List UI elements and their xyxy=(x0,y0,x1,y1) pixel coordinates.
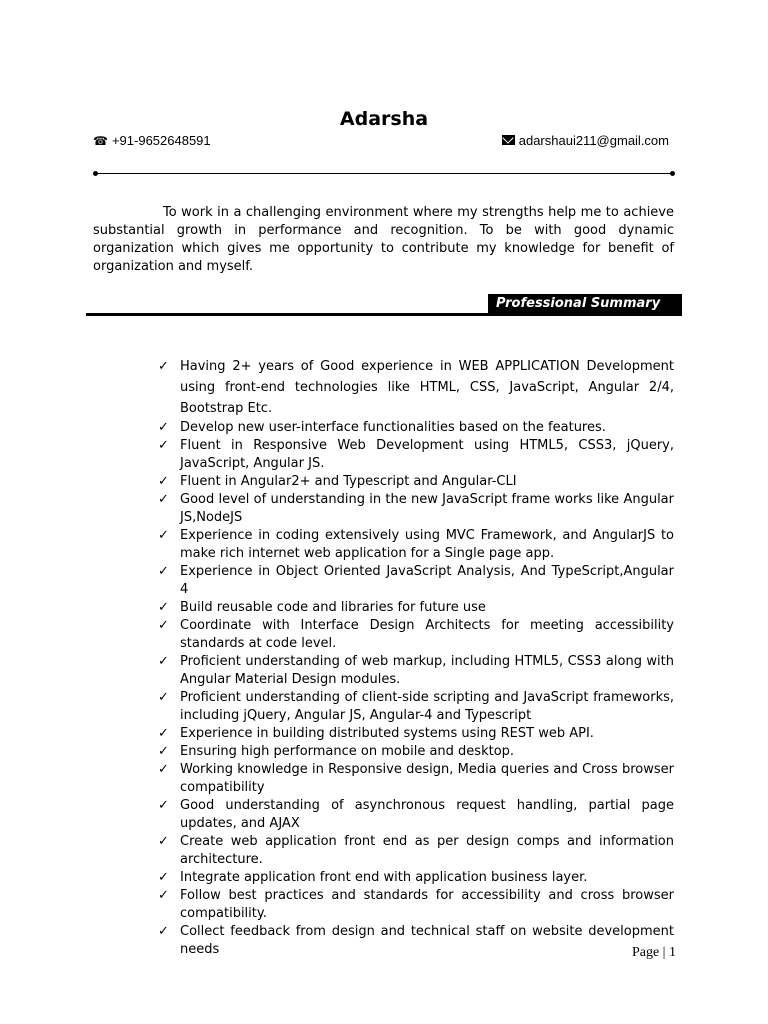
summary-item xyxy=(158,797,674,833)
summary-item-text: Integrate application front end with application business layer. xyxy=(180,870,588,885)
summary-item-text: Working knowledge in Responsive design, Media queries and Cross browser compatibility xyxy=(180,762,674,795)
summary-item xyxy=(158,725,674,743)
summary-item-text: Build reusable code and libraries for future use xyxy=(180,600,486,615)
checkmark-icon: ✓ xyxy=(158,528,169,543)
summary-item xyxy=(158,833,674,869)
rule-right-dot xyxy=(670,171,675,176)
summary-item xyxy=(158,869,674,887)
checkmark-icon: ✓ xyxy=(158,654,169,669)
summary-item xyxy=(158,923,674,959)
checkmark-icon: ✓ xyxy=(158,564,169,579)
summary-item-text: Fluent in Responsive Web Development using HTML5, CSS3, jQuery, JavaScript, Angular JS. xyxy=(180,438,674,471)
header-divider xyxy=(95,173,673,174)
checkmark-icon: ✓ xyxy=(158,726,169,741)
telephone-icon: ☎ xyxy=(93,134,108,148)
summary-item-text: Follow best practices and standards for accessibility and cross browser compatibility. xyxy=(180,888,674,921)
summary-item xyxy=(158,473,674,491)
summary-item-text: Experience in coding extensively using MVC Framework, and AngularJS to make rich internet web application for a Single page app. xyxy=(180,528,674,561)
phone-number: +91-9652648591 xyxy=(111,133,211,148)
objective-paragraph xyxy=(93,204,674,276)
checkmark-icon: ✓ xyxy=(158,474,169,489)
summary-item-text: Create web application front end as per design comps and information architecture. xyxy=(180,834,674,867)
phone-contact xyxy=(93,133,211,148)
summary-item-text: Proficient understanding of client-side scripting and JavaScript frameworks, including jQuery, Angular JS, Angular-4 and Typescript xyxy=(180,690,674,723)
checkmark-icon: ✓ xyxy=(158,762,169,777)
summary-item-text: Fluent in Angular2+ and Typescript and Angular-CLI xyxy=(180,474,517,489)
checkmark-icon: ✓ xyxy=(158,492,169,507)
checkmark-icon: ✓ xyxy=(158,359,169,374)
summary-item xyxy=(158,887,674,923)
candidate-name: Adarsha xyxy=(339,108,429,130)
section-divider xyxy=(86,313,682,316)
summary-item-text: Good understanding of asynchronous request handling, partial page updates, and AJAX xyxy=(180,798,674,831)
checkmark-icon: ✓ xyxy=(158,600,169,615)
summary-item xyxy=(158,437,674,473)
summary-item-text: Coordinate with Interface Design Architects for meeting accessibility standards at code level. xyxy=(180,618,674,651)
summary-item-text: Ensuring high performance on mobile and desktop. xyxy=(180,744,515,759)
section-heading-professional-summary: Professional Summary xyxy=(488,294,682,316)
summary-item xyxy=(158,419,674,437)
checkmark-icon: ✓ xyxy=(158,618,169,633)
summary-item xyxy=(158,599,674,617)
checkmark-icon: ✓ xyxy=(158,744,169,759)
summary-item xyxy=(158,527,674,563)
checkmark-icon: ✓ xyxy=(158,690,169,705)
summary-item-text: Proficient understanding of web markup, including HTML5, CSS3 along with Angular Material Design modules. xyxy=(180,654,674,687)
summary-item-text: Collect feedback from design and technical staff on website development needs xyxy=(180,924,674,957)
checkmark-icon: ✓ xyxy=(158,420,169,435)
summary-item-text: Develop new user-interface functionalities based on the features. xyxy=(180,420,606,435)
email-address[interactable]: adarshaui211@gmail.com xyxy=(518,133,669,148)
summary-item xyxy=(158,617,674,653)
summary-item-text: Experience in Object Oriented JavaScript Analysis, And TypeScript,Angular 4 xyxy=(180,564,674,597)
summary-list xyxy=(158,356,674,959)
summary-item xyxy=(158,653,674,689)
checkmark-icon: ✓ xyxy=(158,888,169,903)
summary-item-text: Experience in building distributed systems using REST web API. xyxy=(180,726,594,741)
summary-item xyxy=(158,689,674,725)
page-number: Page | 1 xyxy=(631,945,676,960)
email-contact xyxy=(502,133,669,148)
checkmark-icon: ✓ xyxy=(158,438,169,453)
summary-item xyxy=(158,356,674,419)
checkmark-icon: ✓ xyxy=(158,924,169,939)
summary-item xyxy=(158,743,674,761)
objective-text: To work in a challenging environment where my strengths help me to achieve substantial growth in performance and recognition. To be with good dynamic organization which gives me opportunity to contribute my knowledge for benefit of organization and myself. xyxy=(93,205,674,274)
envelope-icon xyxy=(502,135,515,145)
summary-item xyxy=(158,761,674,797)
checkmark-icon: ✓ xyxy=(158,870,169,885)
summary-item xyxy=(158,563,674,599)
checkmark-icon: ✓ xyxy=(158,798,169,813)
summary-item-text: Having 2+ years of Good experience in WEB APPLICATION Development using front-end technologies like HTML, CSS, JavaScript, Angular 2/4, Bootstrap Etc. xyxy=(180,359,674,416)
summary-item-text: Good level of understanding in the new JavaScript frame works like Angular JS,NodeJS xyxy=(180,492,674,525)
summary-item xyxy=(158,491,674,527)
checkmark-icon: ✓ xyxy=(158,834,169,849)
